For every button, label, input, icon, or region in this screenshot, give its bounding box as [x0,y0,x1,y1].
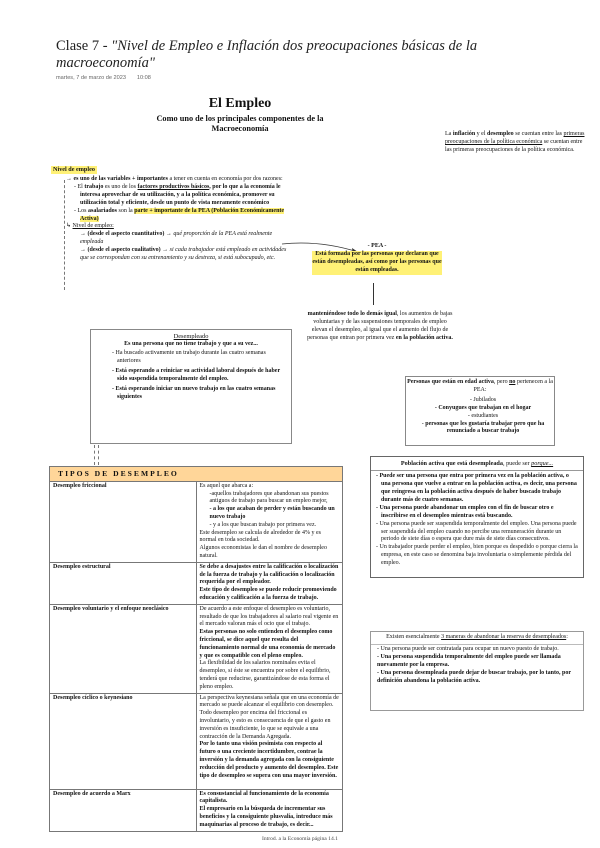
page-title: Clase 7 - "Nivel de Empleo e Inflación dos preocupaciones básicas de la macroeconomía" [56,38,478,71]
side-note: La inflación y el desempleo se cuentan entre las primeras preocupaciones de la política económica se cuentan entre las primeras preocupaciones de la política económica. [445,131,585,153]
desempleado-item: - Está esperando a reiniciar su actividad laboral después de haber sido suspendida temporalmente del empleo. [112,368,281,383]
activa-list [371,473,583,568]
maneras-title: Existen esencialmente 3 maneras de abandonar la reserva de desempleados: [386,634,568,640]
row-content: Se debe a desajustes entre la calificación o localización de la fuerza de trabajo y la calificación o localización requerida por el empleador. Este tipo de desempleo se puede reducir promoviendo educación y calificación a la fuerza de trabajo. [196,562,343,604]
maneras-item: - Una persona puede ser contratada para ocupar un nuevo puesto de trabajo. [377,645,559,652]
tipos-header-row [50,467,343,482]
maneras-list [371,645,583,686]
row-label: Desempleo estructural [50,562,197,604]
pea-title: - PEA - [367,243,387,249]
activa-divider [371,470,583,471]
nivel-empleo-label: Nivel de empleo [53,166,95,173]
table-row [50,604,343,693]
desempleado-subtitle: Es una persona que no tiene trabajo y que a su vez... [124,341,258,348]
row-content: La perspectiva keynesiana señala que en una economía de mercado se puede alcanzar el equilibrio con desempleo. Todo desempleo por encima del friccional es involuntario, y esto es consecuencia de que el gasto en inversión es insuficiente, lo que se equivale a una contracción de la Demanda Agregada. Por lo tanto una visión pesimista con respecto al futuro o una creciente incertidumbre, contrae la inversión y la demanda agregada con la consiguiente reducción del producto y aumento del desempleo. Este tipo de desempleo se supera con una mayor inversión. [196,693,343,789]
no-pea-item: - personas que les gustaría trabajar pero que ha renunciado a buscar trabajo [421,420,545,435]
nivel-empleo-content [62,176,292,263]
footer: Introd. a la Economía página 14.1 [262,836,338,842]
mantenimiento-text: manteniéndose todo lo demás igual, los aumentos de bajas voluntarias y de las suspensiones temporales de empleo elevan el desempleo, al igual que el aumento del flujo de personas que entran por primera vez en la población activa. [307,311,453,341]
connector-line-2 [98,445,99,465]
main-title: El Empleo [208,96,272,111]
row-content: De acuerdo a este enfoque el desempleo es voluntario, resultado de que los trabajadores al salario real vigente en el mercado valoran más el ocio que el trabajo. Estas personas no solo entienden el desempleo como friccional, se dice aquel que resulta del funcionamiento normal de una economía de mercado y que es compatible con el pleno empleo. La flexibilidad de los salarios nominales evita el desempleo, si éste se encuentra por sobre el equilibrio, tenderá que reducirse, garantizándose de esta forma el pleno empleo. [196,604,343,693]
activa-item: - Una persona puede abandonar un empleo con el fin de buscar otro e inscribirse en el desempleo mientras está buscando. [376,504,554,519]
no-pea-box [405,376,555,446]
page-date: martes, 7 de marzo de 2023 10:08 [56,75,151,82]
activa-item: - Una persona puede ser suspendida temporalmente del empleo. Una persona puede ser suspendida del empleo cuando no percibe una remuneración durante un periodo de siete días o espera que dure más de siete días consecutivos. [376,520,577,543]
nivel-line-5: → (desde el aspecto cuantitativo) → qué proporción de la PEA está realmente empleada [80,231,273,246]
nivel-line-4: ↳ Nivel de empleo: [66,223,114,230]
maneras-item: - Una persona desempleada puede dejar de buscar trabajo, por lo tanto, por definición abandona la población activa. [377,669,571,684]
bracket-line [64,180,65,290]
desempleado-item: - Está esperando iniciar un nuevo trabajo en las cuatro semanas siguientes [112,385,276,400]
row-label: Desempleo friccional [50,481,197,562]
row-label: Desempleo de acuerdo a Marx [50,789,197,831]
no-pea-title: Personas que están en edad activa, pero no pertenecen a la PEA: [407,379,553,393]
desempleado-title: Desempleado [173,333,209,340]
desempleado-item: - Ha buscado activamente un trabajo durante las cuatro semanas anteriores [112,350,266,365]
desempleado-box [90,329,292,444]
no-pea-item: - Jubilados [469,396,497,403]
row-content: Es consustancial al funcionamiento de la economía capitalista. El empresario en la búsqueda de incrementar sus beneficios y la consiguiente plusvalía, introduce más maquinarias al proceso de trabajo, es decir... [196,789,343,831]
table-row [50,693,343,789]
row-content: Es aquel que abarca a: -aquellos trabajadores que abandonan sus puestos antiguos de trabajo para buscar un empleo mejor, - a los que acaban de perder y están buscando un nuevo trabajo - y a los que buscan trabajo por primera vez. Este desempleo se calcula de alrededor de 4% y es normal en toda sociedad. Algunos economistas le dan el nombre de desempleo natural. [196,481,343,562]
no-pea-item: - Conyugues que trabajan en el hogar [434,404,532,411]
header [56,38,556,83]
no-pea-list [406,395,554,437]
maneras-box [370,631,584,711]
nivel-line-1: → es uno de las variables + importantes a tener en cuenta en economía por dos razones: [66,176,283,182]
row-label: Desempleo cíclico o keynesiano [50,693,197,789]
tipos-header: TIPOS DE DESEMPLEO [50,467,343,482]
side-note-link[interactable]: primeras preocupaciones de la política económica [445,131,585,145]
no-pea-item: - estudiantes [467,412,499,419]
desempleado-list [91,349,291,401]
nivel-line-2: - El trabajo es uno de los factores productivos básicos, por lo que a la economía le interesa aprovechar de su utilización, y a la política económica, promover su utilización total y eficiente, desde un punto de vista meramente económico [74,183,281,206]
table-row [50,789,343,831]
activa-item: - Puede ser una persona que entra por primera vez en la población activa, o una persona que vuelve a entrar en la población activa, es decir, una persona que reingresa en la población activa después de haber buscado trabajo durante más de cuatro semanas. [376,473,577,503]
pea-block [312,243,442,275]
mant-arrow [373,283,374,305]
tipos-table [49,466,343,832]
activa-title: Población activa que está desempleada, puede ser porque... [400,460,554,467]
row-label: Desempleo voluntario y el enfoque neoclásico [50,604,197,693]
table-row [50,562,343,604]
nivel-line-3: - Los asalariados son la parte + importante de la PEA (Población Económicamente Activa) [74,207,285,222]
connector-line-1 [94,445,95,465]
activa-box [370,456,584,578]
subtitle: Como uno de los principales componentes de la Macroeconomía [156,114,324,134]
nivel-line-6: → (desde el aspecto cualitativo) → si cada trabajador está empleado en actividades que se correspondan con su entrenamiento y su destreza, si está subocupado, etc. [80,247,287,262]
pea-text: Está formada por las personas que declaran que están desempleadas, así como por las personas que están empleadas. [312,250,442,273]
maneras-item: - Una persona suspendida temporalmente del empleo puede ser llamada nuevamente por la empresa. [377,653,561,668]
table-row [50,481,343,562]
activa-item: - Un trabajador puede perder el empleo, bien porque es despedido o porque cierra la empresa, en este caso se denomina baja involuntaria o simplemente pérdida del empleo. [376,544,578,567]
